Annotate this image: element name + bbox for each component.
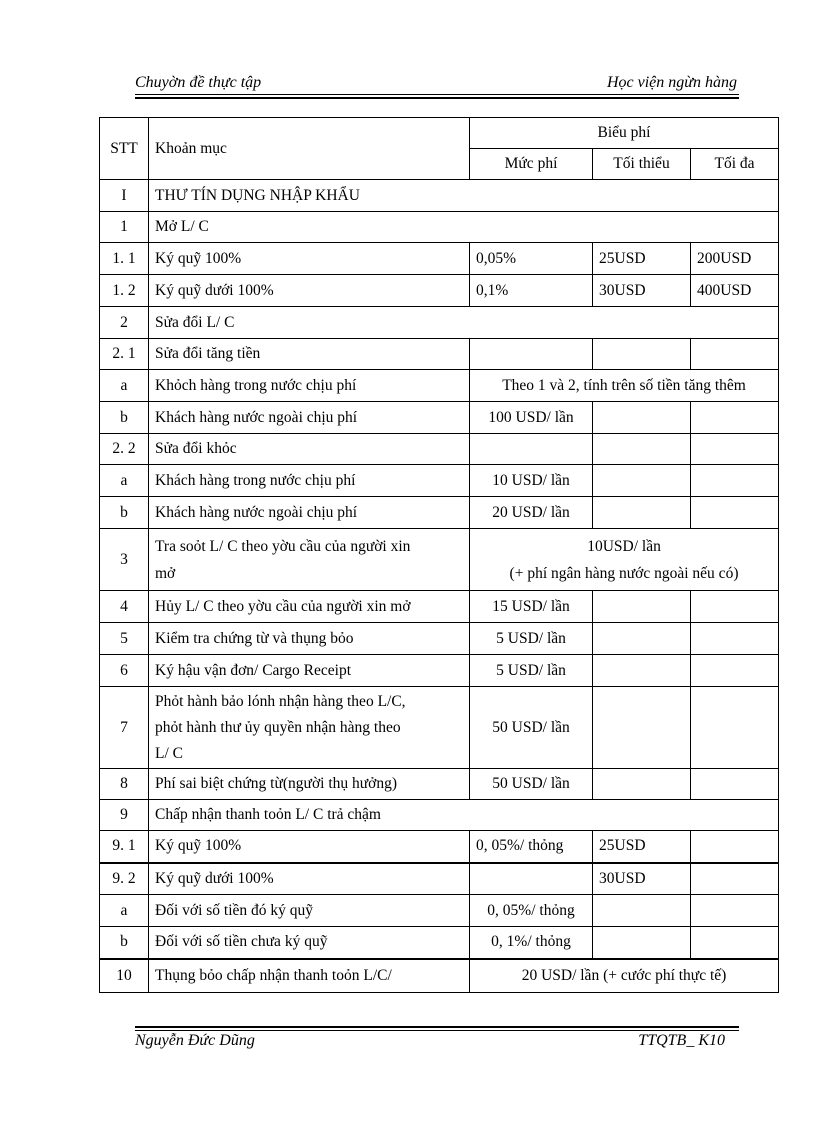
row-rate: 5 USD/ lần (470, 623, 593, 655)
header-rule-thick (135, 97, 739, 99)
row-stt: 1. 1 (100, 243, 149, 275)
row-item: Phí sai biệt chứng từ(người thụ hưởng) (149, 769, 470, 800)
table-row (100, 863, 779, 895)
table-row (100, 769, 779, 800)
table-row (100, 370, 779, 402)
row-item: Sửa đổi tăng tiền (149, 339, 470, 370)
row-min (593, 895, 691, 927)
row-fee-span: Theo 1 và 2, tính trên số tiền tăng thêm (470, 370, 779, 402)
header-left-title: Chuyờn đề thực tập (135, 74, 262, 91)
row-rate: 5 USD/ lần (470, 655, 593, 687)
row-rate: 10 USD/ lần (470, 465, 593, 497)
row-max (691, 831, 779, 863)
row-max (691, 402, 779, 434)
row-item-line: Tra soỏt L/ C theo yờu cầu của người xin (155, 537, 411, 555)
row-max (691, 465, 779, 497)
table-header-row (100, 118, 779, 149)
table-row (100, 959, 779, 993)
row-min (593, 687, 691, 769)
header-max: Tối đa (691, 149, 779, 180)
table-row (100, 927, 779, 959)
row-min (593, 402, 691, 434)
row-max (691, 895, 779, 927)
row-item: Hủy L/ C theo yờu cầu của người xin mở (149, 591, 470, 623)
row-stt: a (100, 895, 149, 927)
row-stt: 7 (100, 687, 149, 769)
row-stt: a (100, 370, 149, 402)
row-rate: 0,05% (470, 243, 593, 275)
row-max (691, 927, 779, 959)
row-item (149, 687, 470, 769)
header-fee-group: Biểu phí (470, 118, 779, 149)
row-item: Khỏch hàng trong nước chịu phí (149, 370, 470, 402)
row-max: 400USD (691, 275, 779, 307)
row-item: Ký hậu vận đơn/ Cargo Receipt (149, 655, 470, 687)
table-row (100, 895, 779, 927)
row-max (691, 769, 779, 800)
row-fee-line: 10USD/ lần (587, 537, 661, 555)
row-item-line: phỏt hành thư ủy quyền nhận hàng theo (155, 718, 401, 736)
row-stt: 8 (100, 769, 149, 800)
row-rate (470, 434, 593, 465)
row-rate: 50 USD/ lần (470, 769, 593, 800)
table-row (100, 497, 779, 529)
row-stt: 2 (100, 307, 149, 339)
row-item: Ký quỹ dưới 100% (149, 275, 470, 307)
table-row (100, 529, 779, 591)
row-rate (470, 863, 593, 895)
row-stt: 3 (100, 529, 149, 591)
row-stt: b (100, 497, 149, 529)
row-min (593, 591, 691, 623)
row-stt: b (100, 927, 149, 959)
table-row (100, 591, 779, 623)
row-item: Đối với số tiền đó ký quỹ (149, 895, 470, 927)
row-fee-line: (+ phí ngân hàng nước ngoài nếu có) (509, 564, 739, 582)
row-item: Khách hàng nước ngoài chịu phí (149, 497, 470, 529)
row-stt: 6 (100, 655, 149, 687)
header-rule (135, 94, 739, 95)
row-rate: 15 USD/ lần (470, 591, 593, 623)
row-min (593, 927, 691, 959)
row-min (593, 623, 691, 655)
row-stt: 2. 2 (100, 434, 149, 465)
row-item: Khách hàng trong nước chịu phí (149, 465, 470, 497)
page-header (135, 74, 739, 96)
row-item: Đối với số tiền chưa ký quỹ (149, 927, 470, 959)
footer-rule-thick (135, 1026, 739, 1028)
footer-rule (135, 1030, 739, 1031)
header-item: Khoản mục (149, 118, 470, 180)
row-rate: 0, 1%/ thỏng (470, 927, 593, 959)
table-row (100, 831, 779, 863)
row-max (691, 687, 779, 769)
footer-class-code: TTQTB_ K10 (638, 1032, 725, 1049)
row-max (691, 434, 779, 465)
row-item: Sửa đổi L/ C (149, 307, 779, 339)
row-item-line: mở (155, 564, 176, 582)
table-row (100, 687, 779, 769)
row-item: Ký quỹ 100% (149, 243, 470, 275)
row-item: Mở L/ C (149, 212, 779, 243)
row-item-line: L/ C (155, 744, 183, 762)
table-row (100, 655, 779, 687)
row-stt: 9 (100, 800, 149, 831)
row-item: Ký quỹ 100% (149, 831, 470, 863)
header-stt: STT (100, 118, 149, 180)
row-max: 200USD (691, 243, 779, 275)
row-rate: 0, 05%/ thỏng (470, 831, 593, 863)
row-fee-span: 20 USD/ lần (+ cước phí thực tế) (470, 959, 779, 993)
table-row (100, 800, 779, 831)
row-stt: 1. 2 (100, 275, 149, 307)
row-max (691, 339, 779, 370)
row-rate: 100 USD/ lần (470, 402, 593, 434)
row-max (691, 655, 779, 687)
row-min (593, 497, 691, 529)
header-right-title: Học viện ngừn hàng (606, 74, 737, 91)
row-stt: 10 (100, 959, 149, 993)
footer-author: Nguyễn Đức Dũng (135, 1032, 255, 1049)
row-item: Ký quỹ dưới 100% (149, 863, 470, 895)
table-row (100, 307, 779, 339)
page-footer (135, 1032, 739, 1054)
table-row (100, 243, 779, 275)
row-max (691, 591, 779, 623)
row-stt: 2. 1 (100, 339, 149, 370)
row-rate: 0, 05%/ thỏng (470, 895, 593, 927)
row-stt: 9. 1 (100, 831, 149, 863)
row-min (593, 769, 691, 800)
fee-table (99, 117, 779, 993)
table-row (100, 465, 779, 497)
row-min: 25USD (593, 243, 691, 275)
row-item: THƯ TÍN DỤNG NHẬP KHẨU (149, 180, 779, 212)
row-rate: 0,1% (470, 275, 593, 307)
row-stt: 5 (100, 623, 149, 655)
table-row (100, 339, 779, 370)
row-min: 25USD (593, 831, 691, 863)
header-rate: Mức phí (470, 149, 593, 180)
row-item-line: Phỏt hành bảo lónh nhận hàng theo L/C, (155, 692, 406, 710)
row-min: 30USD (593, 275, 691, 307)
row-max (691, 497, 779, 529)
table-row (100, 623, 779, 655)
row-max (691, 863, 779, 895)
table-row (100, 212, 779, 243)
row-item: Thụng bỏo chấp nhận thanh toỏn L/C/ (149, 959, 470, 993)
table-row (100, 434, 779, 465)
row-item: Sửa đổi khỏc (149, 434, 470, 465)
row-stt: 9. 2 (100, 863, 149, 895)
row-min (593, 434, 691, 465)
row-stt: a (100, 465, 149, 497)
row-rate (470, 339, 593, 370)
row-rate: 20 USD/ lần (470, 497, 593, 529)
row-fee-span (470, 529, 779, 591)
row-min (593, 655, 691, 687)
row-stt: b (100, 402, 149, 434)
table-row (100, 402, 779, 434)
table-row (100, 275, 779, 307)
header-min: Tối thiểu (593, 149, 691, 180)
row-rate: 50 USD/ lần (470, 687, 593, 769)
row-stt: I (100, 180, 149, 212)
row-min (593, 465, 691, 497)
row-item: Kiểm tra chứng từ và thụng bỏo (149, 623, 470, 655)
row-item: Khách hàng nước ngoài chịu phí (149, 402, 470, 434)
row-min: 30USD (593, 863, 691, 895)
row-item (149, 529, 470, 591)
row-stt: 1 (100, 212, 149, 243)
row-stt: 4 (100, 591, 149, 623)
row-item: Chấp nhận thanh toỏn L/ C trả chậm (149, 800, 779, 831)
row-max (691, 623, 779, 655)
row-min (593, 339, 691, 370)
table-row (100, 180, 779, 212)
